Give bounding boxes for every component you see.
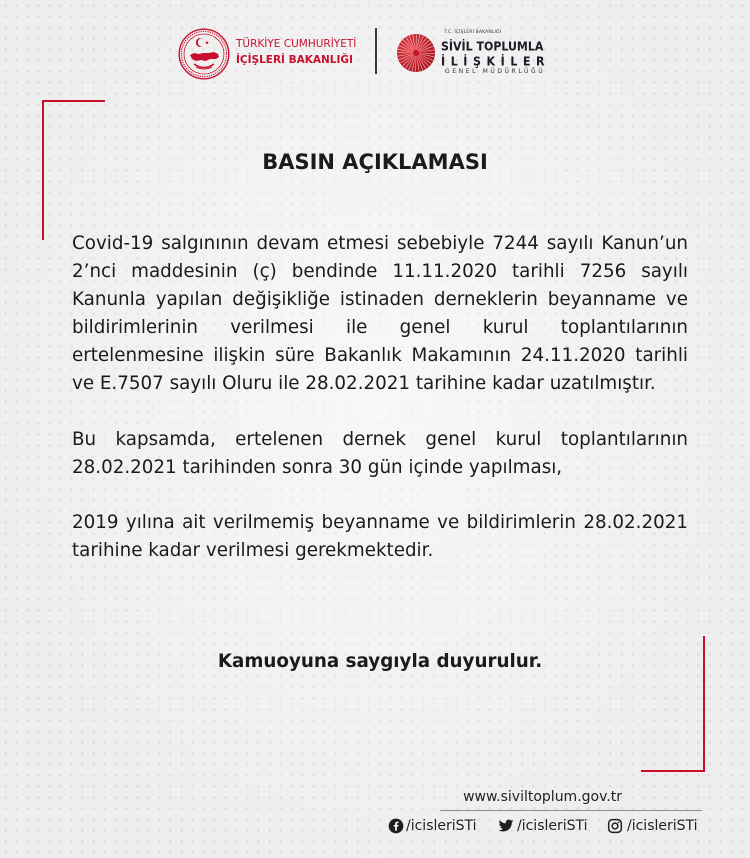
paragraph-2	[72, 426, 688, 482]
paragraph-line: bildirimlerinin verilmesi ile genel kurul toplantılarının	[72, 317, 688, 338]
directorate-name-line3: GENEL MÜDÜRLÜĞÜ	[445, 68, 546, 75]
paragraph-3	[72, 509, 688, 565]
paragraph-line: 2019 yılına ait verilmemiş beyanname ve bildirimlerin 28.02.2021	[72, 512, 688, 533]
ministry-seal-icon	[178, 28, 230, 80]
directorate-emblem-icon	[396, 33, 436, 73]
paragraph-line: ertelenmesine ilişkin süre Bakanlık Makamının 24.11.2020 tarihli	[72, 345, 688, 366]
ministry-name-line1: TÜRKİYE CUMHURİYETİ	[236, 38, 357, 50]
corner-bracket-bottom-right-vertical	[703, 636, 705, 772]
website-url: www.siviltoplum.gov.tr	[463, 789, 622, 805]
directorate-name-line2: İLİŞKİLER	[441, 54, 551, 69]
paragraph-line: Kanunla yapılan değişikliğe istinaden derneklerin beyanname ve	[72, 289, 688, 310]
paragraph-line: Covid-19 salgınının devam etmesi sebebiyle 7244 sayılı Kanun’un	[72, 233, 688, 254]
instagram-icon	[607, 818, 623, 834]
directorate-parent-label: T.C. İÇİŞLERİ BAKANLIĞI	[444, 29, 502, 35]
paragraph-1	[72, 230, 688, 398]
twitter-handle: /icisleriSTi	[517, 818, 588, 834]
facebook-icon	[388, 818, 404, 834]
paragraph-line: 2’nci maddesinin (ç) bendinde 11.11.2020 tarihli 7256 sayılı	[72, 261, 688, 282]
footer-divider	[440, 810, 702, 811]
paragraph-line: Bu kapsamda, ertelenen dernek genel kurul toplantılarının	[72, 429, 688, 450]
twitter-icon	[497, 818, 515, 834]
page-title: BASIN AÇIKLAMASI	[262, 150, 488, 174]
directorate-name-line1: SİVİL TOPLUMLA	[441, 39, 544, 54]
instagram-handle: /icisleriSTi	[627, 818, 698, 834]
paragraph-line: ve E.7507 sayılı Oluru ile 28.02.2021 tarihine kadar uzatılmıştır.	[72, 373, 656, 394]
header-divider	[375, 28, 377, 74]
corner-bracket-bottom-right-horizontal	[641, 770, 705, 772]
paragraph-line: 28.02.2021 tarihinden sonra 30 gün içinde yapılması,	[72, 457, 563, 478]
corner-bracket-top-left-horizontal	[42, 100, 105, 102]
facebook-handle: /icisleriSTi	[406, 818, 477, 834]
closing-statement: Kamuoyuna saygıyla duyurulur.	[217, 651, 543, 672]
ministry-name-line2: İÇİŞLERİ BAKANLIĞI	[236, 54, 353, 66]
paragraph-line: tarihine kadar verilmesi gerekmektedir.	[72, 540, 434, 561]
